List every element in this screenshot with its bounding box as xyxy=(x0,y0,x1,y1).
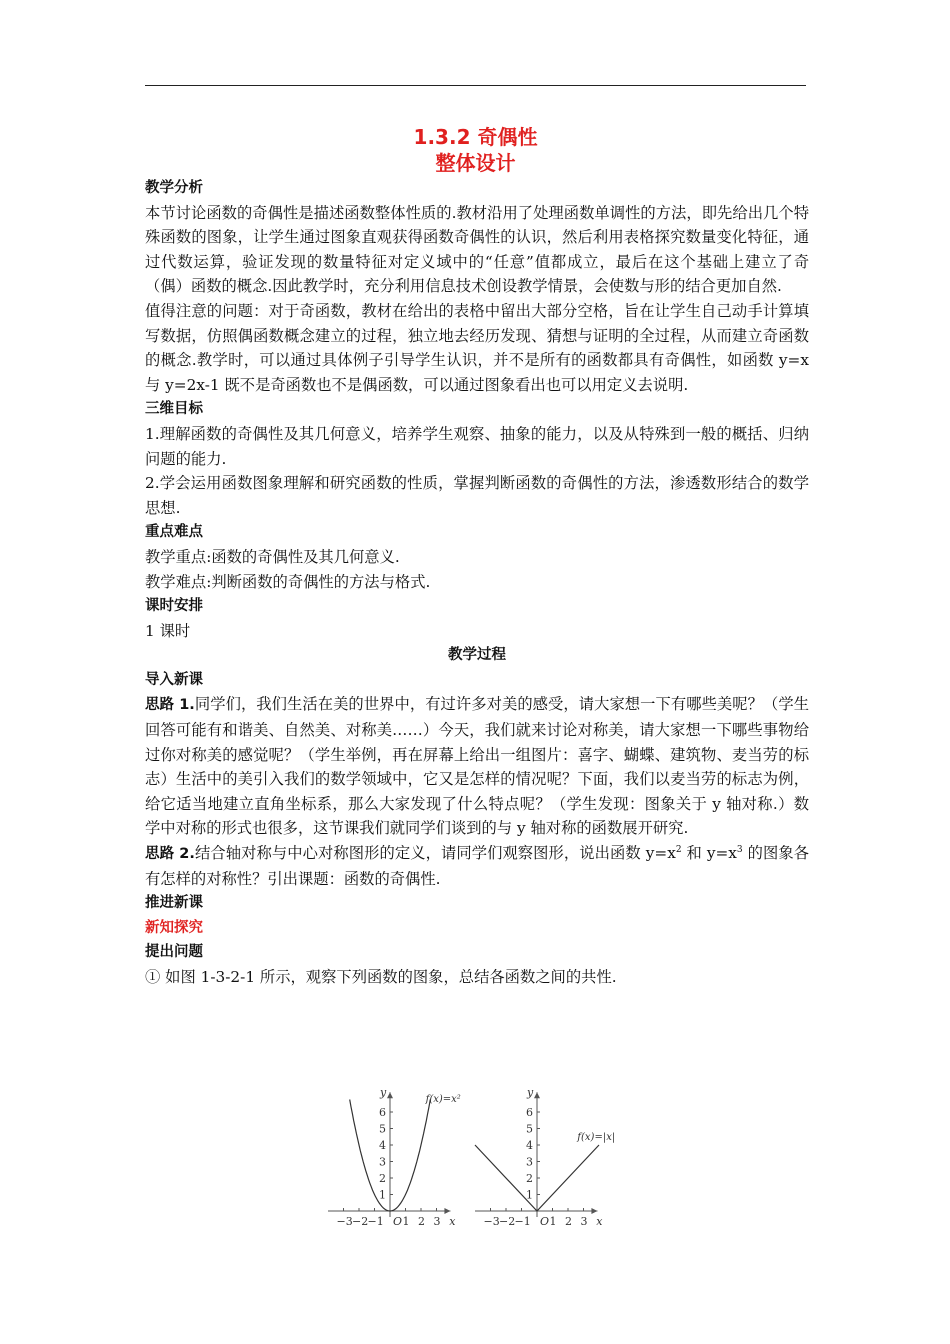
y-axis-arrow-1 xyxy=(534,1092,540,1098)
origin-label-1: O xyxy=(540,1215,550,1228)
x-tick-label-1-0: −3 xyxy=(483,1215,500,1228)
y-tick-label-1-5: 6 xyxy=(526,1106,533,1119)
x-tick-label-0-2: −1 xyxy=(367,1215,384,1228)
header-rule xyxy=(145,85,806,86)
y-tick-label-1-0: 1 xyxy=(526,1188,533,1202)
question-1: ① 如图 1-3-2-1 所示，观察下列函数的图象，总结各函数之间的共性. xyxy=(145,968,617,986)
question-heading: 提出问题 xyxy=(145,944,203,961)
idea-2-post: 的图象各有怎样的对称性？引出课题：函数的奇偶性. xyxy=(145,844,809,888)
y-axis-label-0: y xyxy=(380,1086,387,1100)
schedule-heading: 课时安排 xyxy=(145,598,203,615)
y-axis-arrow-0 xyxy=(387,1092,393,1098)
idea-2-paragraph xyxy=(145,841,809,891)
idea-1-label: 思路 1. xyxy=(145,697,195,714)
y-tick-label-1-1: 2 xyxy=(526,1172,533,1185)
x-tick-label-0-4: 2 xyxy=(418,1215,425,1228)
idea-1-text: 同学们，我们生活在美的世界中，有过许多对美的感受，请大家想一下有哪些美呢？（学生回答可能有和谐美、自然美、对称美……）今天，我们就来讨论对称美，请大家想一下哪些事物给过你对称美的感觉呢？（学生举例，再在屏幕上给出一组图片：喜字、蝴蝶、建筑物、麦当劳的标志）生活中的美引入我们的数学领域中，它又是怎样的情况呢？下面，我们以麦当劳的标志为例，给它适当地建立直角坐标系，那么大家发现了什么特点呢？（学生发现：图象关于 y 轴对称.）数学中对称的形式也很多，这节课我们就同学们谈到的与 y 轴对称的函数展开研究. xyxy=(145,695,809,838)
graphs-svg xyxy=(320,1068,640,1228)
x-tick-label-1-2: −1 xyxy=(514,1215,531,1228)
y-tick-label-1-4: 5 xyxy=(526,1122,533,1136)
page-subtitle: 整体设计 xyxy=(435,151,516,175)
idea-2-pre: 结合轴对称与中心对称图形的定义，请同学们观察图形，说出函数 y=x xyxy=(194,844,676,863)
y-axis-label-1: y xyxy=(527,1086,534,1100)
x-tick-label-1-4: 2 xyxy=(565,1215,572,1228)
goal-2: 2.学会运用函数图象理解和研究函数的性质，掌握判断函数的奇偶性的方法，渗透数形结合的数学思想. xyxy=(145,474,809,517)
idea-2-mid: 和 y=x xyxy=(681,844,737,863)
analysis-paragraph-2: 值得注意的问题：对于奇函数，教材在给出的表格中留出大部分空格，旨在让学生自己动手计算填写数据，仿照偶函数概念建立的过程，独立地去经历发现、猜想与证明的全过程，从而建立奇函数的概念.教学时，可以通过具体例子引导学生认识，并不是所有的函数都具有奇偶性，如函数 y=x 与 y=2x-1 既不是奇函数也不是偶函数，可以通过图象看出也可以用定义去说明. xyxy=(145,301,809,394)
x-tick-label-0-1: −2 xyxy=(352,1215,369,1228)
analysis-paragraph-1: 本节讨论函数的奇偶性是描述函数整体性质的.教材沿用了处理函数单调性的方法，即先给出几个特殊函数的图象，让学生通过图象直观获得函数奇偶性的认识，然后利用表格探究数量变化特征，通过代数运算，验证发现的数量特征对定义域中的“任意”值都成立，最后在这个基础上建立了奇（偶）函数的概念.因此教学时，充分利用信息技术创设教学情景，会使数与形的结合更加自然. xyxy=(145,203,809,296)
y-tick-label-0-1: 2 xyxy=(379,1172,386,1185)
idea-2-sup-2: 3 xyxy=(736,844,743,855)
idea-2-label: 思路 2. xyxy=(145,846,195,863)
x-tick-label-0-3: 1 xyxy=(402,1215,410,1228)
analysis-heading: 教学分析 xyxy=(145,180,203,196)
y-tick-label-0-4: 5 xyxy=(379,1122,386,1136)
explore-heading: 新知探究 xyxy=(145,919,203,936)
function-graphs-figure xyxy=(320,1068,640,1228)
x-tick-label-1-5: 3 xyxy=(580,1215,588,1228)
x-tick-label-1-1: −2 xyxy=(499,1215,516,1228)
y-tick-label-0-0: 1 xyxy=(379,1188,386,1202)
y-tick-label-0-3: 4 xyxy=(379,1139,386,1152)
keypoints-heading: 重点难点 xyxy=(145,524,203,541)
idea-2-sup-1: 2 xyxy=(675,844,682,855)
x-axis-arrow-0 xyxy=(444,1208,450,1214)
curve-label-1: f(x)=|x| xyxy=(577,1132,616,1144)
x-tick-label-1-3: 1 xyxy=(549,1215,557,1228)
schedule-value: 1 课时 xyxy=(145,621,191,640)
page-title: 1.3.2 奇偶性 xyxy=(413,125,538,149)
x-axis-arrow-1 xyxy=(591,1208,597,1214)
y-tick-label-0-2: 3 xyxy=(379,1155,386,1169)
goal-1: 1.理解函数的奇偶性及其几何意义，培养学生观察、抽象的能力，以及从特殊到一般的概括、归纳问题的能力. xyxy=(145,424,809,468)
x-tick-label-0-0: −3 xyxy=(336,1215,353,1228)
y-tick-label-1-3: 4 xyxy=(526,1139,533,1152)
key-difficulty: 教学难点:判断函数的奇偶性的方法与格式. xyxy=(145,572,431,591)
process-heading: 教学过程 xyxy=(448,647,506,664)
x-axis-label-0: x xyxy=(449,1215,456,1228)
x-tick-label-0-5: 3 xyxy=(433,1215,441,1228)
idea-1-paragraph xyxy=(145,692,809,841)
new-lesson-heading: 推进新课 xyxy=(145,895,203,912)
document-body xyxy=(145,176,809,990)
key-focus: 教学重点:函数的奇偶性及其几何意义. xyxy=(145,547,400,566)
x-axis-label-1: x xyxy=(596,1215,603,1228)
y-tick-label-0-5: 6 xyxy=(379,1106,386,1119)
curve-label-0: f(x)=x² xyxy=(425,1094,461,1106)
origin-label-0: O xyxy=(393,1215,403,1228)
goals-heading: 三维目标 xyxy=(145,401,203,418)
intro-heading: 导入新课 xyxy=(145,671,203,688)
y-tick-label-1-2: 3 xyxy=(526,1155,533,1169)
